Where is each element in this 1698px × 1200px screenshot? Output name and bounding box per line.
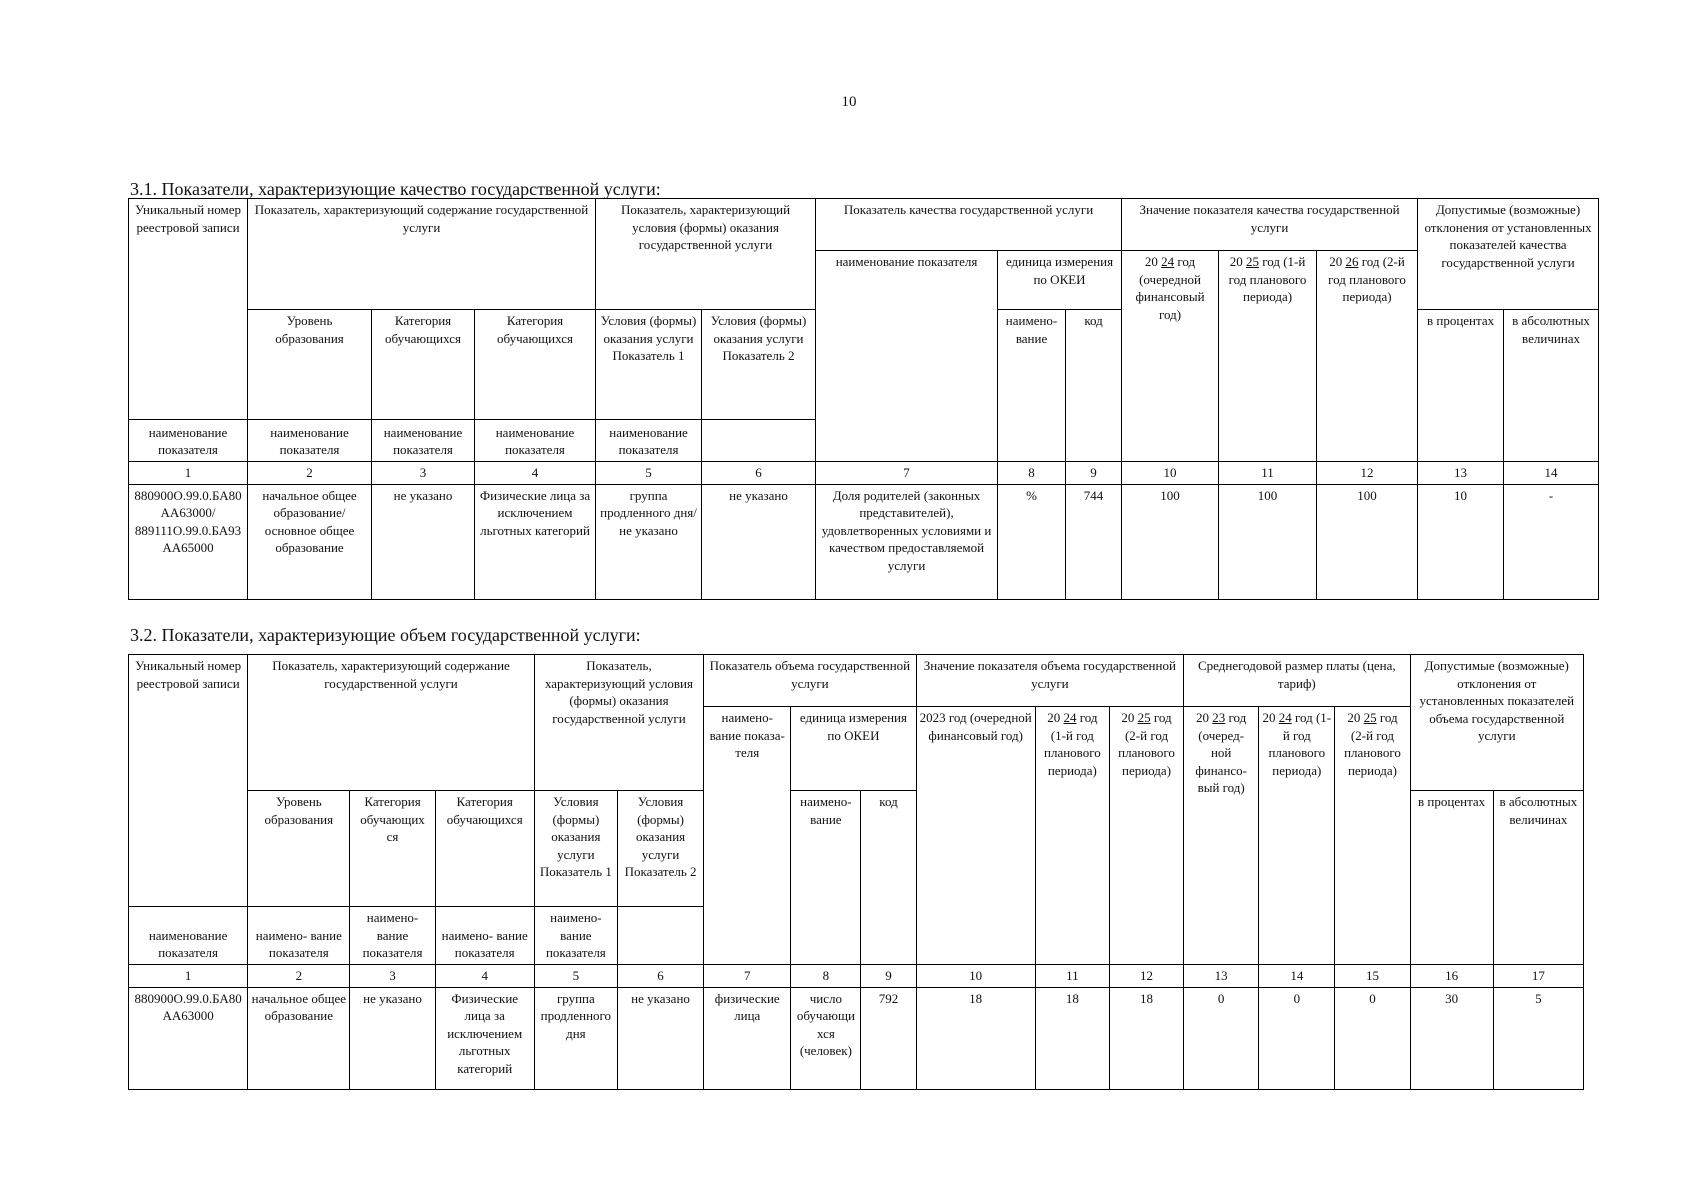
header-year-2: 20 25 год (1-й год планового периода) <box>1219 251 1317 462</box>
column-number: 15 <box>1335 965 1410 988</box>
cell-value-2: 100 <box>1219 484 1317 599</box>
header-fee-year-3: 20 25 год (2-й год планового периода) <box>1335 707 1410 965</box>
cell-level: начальное общее образование/ основное общее образование <box>248 484 372 599</box>
column-number: 4 <box>435 965 534 988</box>
column-number: 5 <box>534 965 617 988</box>
cell-unit-code: 744 <box>1066 484 1122 599</box>
cell-unit-name: % <box>998 484 1066 599</box>
cell-value-1: 18 <box>916 987 1035 1089</box>
cell-value-3: 100 <box>1317 484 1418 599</box>
header-values-group: Значение показателя качества государственной услуги <box>1122 199 1418 251</box>
cell-unique-number: 880900О.99.0.БА80АА63000/ 889111О.99.0.БА93АА65000 <box>129 484 248 599</box>
header-fee-year-2: 20 24 год (1-й год планового периода) <box>1259 707 1335 965</box>
cell-deviation-absolute: - <box>1504 484 1599 599</box>
cell-unit-code: 792 <box>861 987 916 1089</box>
column-number: 12 <box>1317 462 1418 485</box>
column-number: 2 <box>248 965 350 988</box>
cell-fee-3: 0 <box>1335 987 1410 1089</box>
column-number: 1 <box>129 965 248 988</box>
header-unit-okei: единица измерения по ОКЕИ <box>998 251 1122 310</box>
cell-deviation-absolute: 5 <box>1493 987 1583 1089</box>
header-value-year-1: 2023 год (очередной финансовый год) <box>916 707 1035 965</box>
column-number: 7 <box>704 965 791 988</box>
header-conditions-group: Показатель, характеризующий условия (формы) оказания государственной услуги <box>534 655 703 791</box>
cell-condition-1: группа продленного дня/ не указано <box>596 484 702 599</box>
column-number: 7 <box>816 462 998 485</box>
header-deviation-absolute: в абсолютных величинах <box>1493 791 1583 965</box>
column-number: 5 <box>596 462 702 485</box>
header-year-1: 20 24 год (очередной финансовый год) <box>1122 251 1219 462</box>
header-volume-group: Показатель объема государственной услуги <box>704 655 916 707</box>
section-title-volume: 3.2. Показатели, характеризующие объем государственной услуги: <box>130 625 641 645</box>
cell-deviation-percent: 30 <box>1410 987 1493 1089</box>
header-unit-name: наимено- вание <box>791 791 861 965</box>
column-number: 3 <box>350 965 435 988</box>
column-number: 4 <box>475 462 596 485</box>
cell-value-3: 18 <box>1109 987 1183 1089</box>
cell-unit-name: число обучающихся (человек) <box>791 987 861 1089</box>
header-fee-group: Среднегодовой размер платы (цена, тариф) <box>1184 655 1410 707</box>
header-unit-code: код <box>861 791 916 965</box>
column-number: 16 <box>1410 965 1493 988</box>
cell-indicator: физические лица <box>704 987 791 1089</box>
column-number: 1 <box>129 462 248 485</box>
cell-condition-2: не указано <box>702 484 816 599</box>
header-unit-name: наимено- вание <box>998 310 1066 462</box>
header-value-year-3: 20 25 год (2-й год планового периода) <box>1109 707 1183 965</box>
header-category-1: Категория обучающих ся <box>350 791 435 907</box>
column-number: 13 <box>1184 965 1259 988</box>
header-category-2: Категория обучающихся <box>475 310 596 420</box>
header-unit-okei: единица измерения по ОКЕИ <box>791 707 916 791</box>
column-number: 8 <box>998 462 1066 485</box>
header-indicator-name: наименование показателя <box>816 251 998 462</box>
header-deviations-group: Допустимые (возможные) отклонения от установленных показателей объема государственной услуги <box>1410 655 1583 791</box>
header-indicator-name: наимено- вание показа- теля <box>704 707 791 965</box>
cell-fee-1: 0 <box>1184 987 1259 1089</box>
cell-condition-2: не указано <box>617 987 703 1089</box>
header-category-1: Категория обучающихся <box>372 310 475 420</box>
column-number: 10 <box>1122 462 1219 485</box>
header-level: Уровень образования <box>248 310 372 420</box>
cell-category-2: Физические лица за исключением льготных категорий <box>435 987 534 1089</box>
header-quality-group: Показатель качества государственной услуги <box>816 199 1122 251</box>
quality-indicators-table <box>128 198 1599 600</box>
table-row <box>129 987 1584 1089</box>
header-deviation-percent: в процентах <box>1410 791 1493 965</box>
header-category-2: Категория обучающихся <box>435 791 534 907</box>
cell-category-2: Физические лица за исключением льготных категорий <box>475 484 596 599</box>
cell-value-2: 18 <box>1035 987 1109 1089</box>
cell-deviation-percent: 10 <box>1418 484 1504 599</box>
column-number: 9 <box>1066 462 1122 485</box>
header-content-group: Показатель, характеризующий содержание государственной услуги <box>248 655 535 791</box>
header-unique-number: Уникальный номер реестровой записи <box>129 199 248 420</box>
column-number: 14 <box>1259 965 1335 988</box>
column-number: 17 <box>1493 965 1583 988</box>
header-name-of-indicator: наименование показателя <box>475 420 596 462</box>
header-conditions-group: Показатель, характеризующий условия (формы) оказания государственной услуги <box>596 199 816 310</box>
header-name-of-indicator: наимено- вание показателя <box>350 907 435 965</box>
header-unit-code: код <box>1066 310 1122 462</box>
header-value-year-2: 20 24 год (1-й год планового периода) <box>1035 707 1109 965</box>
header-year-3: 20 26 год (2-й год планового периода) <box>1317 251 1418 462</box>
column-number: 13 <box>1418 462 1504 485</box>
column-number: 6 <box>617 965 703 988</box>
cell-level: начальное общее образование <box>248 987 350 1089</box>
cell-value-1: 100 <box>1122 484 1219 599</box>
column-number: 11 <box>1219 462 1317 485</box>
cell-indicator: Доля родителей (законных представителей), удовлетворенных условиями и качеством предоставляемой услуги <box>816 484 998 599</box>
volume-indicators-table <box>128 654 1584 1090</box>
header-unique-number: Уникальный номер реестровой записи <box>129 655 248 907</box>
column-number: 6 <box>702 462 816 485</box>
header-deviation-percent: в процентах <box>1418 310 1504 462</box>
table-row <box>129 484 1599 599</box>
cell-condition-1: группа продленного дня <box>534 987 617 1089</box>
header-name-of-indicator: наименование показателя <box>596 420 702 462</box>
header-name-of-indicator: наимено- вание показателя <box>534 907 617 965</box>
cell-category-1: не указано <box>350 987 435 1089</box>
header-values-group: Значение показателя объема государственной услуги <box>916 655 1184 707</box>
section-title-quality: 3.1. Показатели, характеризующие качество государственной услуги: <box>130 179 661 199</box>
cell-category-1: не указано <box>372 484 475 599</box>
column-number: 2 <box>248 462 372 485</box>
column-number: 14 <box>1504 462 1599 485</box>
column-number: 12 <box>1109 965 1183 988</box>
cell-fee-2: 0 <box>1259 987 1335 1089</box>
column-number: 11 <box>1035 965 1109 988</box>
column-number: 10 <box>916 965 1035 988</box>
column-number: 8 <box>791 965 861 988</box>
header-level: Уровень образования <box>248 791 350 907</box>
header-name-of-indicator: наименование показателя <box>129 907 248 965</box>
header-content-group: Показатель, характеризующий содержание государственной услуги <box>248 199 596 310</box>
header-name-of-indicator: наимено- вание показателя <box>248 907 350 965</box>
header-condition-1: Условия (формы) оказания услуги Показатель 1 <box>596 310 702 420</box>
header-name-of-indicator: наименование показателя <box>129 420 248 462</box>
column-number: 3 <box>372 462 475 485</box>
header-deviation-absolute: в абсолютных величинах <box>1504 310 1599 462</box>
cell-unique-number: 880900О.99.0.БА80АА63000 <box>129 987 248 1089</box>
header-name-of-indicator: наименование показателя <box>248 420 372 462</box>
page-number: 10 <box>841 94 857 110</box>
header-condition-2: Условия (формы) оказания услуги Показатель 2 <box>617 791 703 907</box>
header-fee-year-1: 20 23 год (очеред- ной финансо- вый год) <box>1184 707 1259 965</box>
header-condition-1: Условия (формы) оказания услуги Показатель 1 <box>534 791 617 907</box>
header-name-of-indicator: наимено- вание показателя <box>435 907 534 965</box>
header-name-of-indicator: наименование показателя <box>372 420 475 462</box>
header-deviations-group: Допустимые (возможные) отклонения от установленных показателей качества государственной услуги <box>1418 199 1599 310</box>
column-number: 9 <box>861 965 916 988</box>
header-condition-2: Условия (формы) оказания услуги Показатель 2 <box>702 310 816 420</box>
